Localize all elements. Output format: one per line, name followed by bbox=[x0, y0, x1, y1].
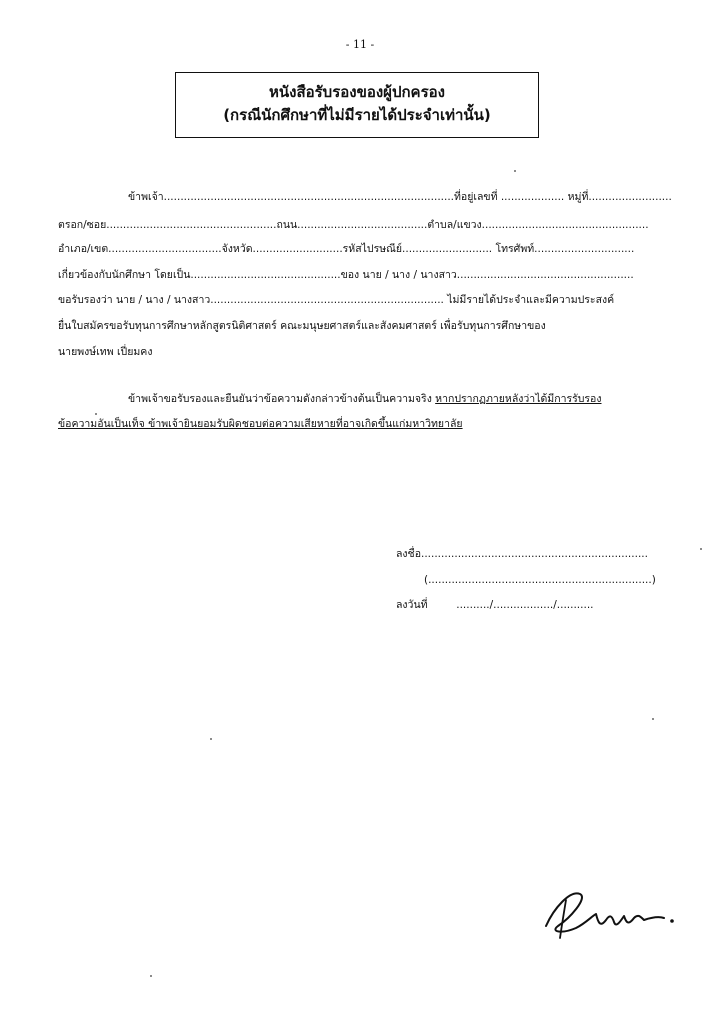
form-line-street: ตรอก/ซอย...................................................ถนน.......................................ตำบล/แขวง.................................................. bbox=[58, 219, 649, 231]
certification-text: ข้าพเจ้าขอรับรองและยืนยันว่าข้อความดังกล่าวข้างต้นเป็นความจริง bbox=[128, 393, 436, 405]
scan-speck bbox=[210, 738, 212, 740]
form-line-district: อำเภอ/เขต..................................จังหวัด...........................รหัสไปรษณีย์........................... โทรศัพท์.............................. bbox=[58, 243, 635, 255]
form-line-apply: ยื่นใบสมัครขอรับทุนการศึกษาหลักสูตรนิติศาสตร์ คณะมนุษยศาสตร์และสังคมศาสตร์ เพื่อรับทุนการศึกษาของ bbox=[58, 320, 546, 332]
form-line-relation: เกี่ยวข้องกับนักศึกษา โดยเป็น.............................................ของ นาย / นาง / นางสาว..................................................... bbox=[58, 269, 634, 281]
signature-line: ลงชื่อ.................................................................... bbox=[396, 548, 648, 560]
form-line-certify: ขอรับรองว่า นาย / นาง / นางสาว...................................................................... ไม่มีรายได้ประจำและมีความประสงค์ bbox=[58, 294, 615, 306]
handwritten-signature bbox=[540, 878, 680, 948]
scan-speck bbox=[652, 718, 654, 720]
form-line-donor: นายพงษ์เทพ เปี่ยมคง bbox=[58, 346, 153, 358]
title-box bbox=[175, 72, 539, 138]
document-title: หนังสือรับรองของผู้ปกครอง bbox=[268, 83, 445, 101]
date-value: ........../................../........... bbox=[456, 599, 594, 611]
certification-line-2: ข้อความอันเป็นเท็จ ข้าพเจ้ายินยอมรับผิดชอบต่อความเสียหายที่อาจเกิดขึ้นแก่มหาวิทยาลัย bbox=[58, 418, 463, 430]
page-number: - 11 - bbox=[345, 38, 375, 51]
form-line-name: ข้าพเจ้า.......................................................................................ที่อยู่เลขที่ ................... หมู่ที่......................... bbox=[128, 191, 672, 203]
scan-speck bbox=[95, 413, 97, 415]
scan-speck bbox=[150, 975, 152, 977]
signature-date-line bbox=[396, 598, 594, 612]
certification-line-1 bbox=[128, 392, 602, 406]
scan-speck bbox=[514, 170, 516, 172]
document-subtitle: (กรณีนักศึกษาที่ไม่มีรายได้ประจำเท่านั้น) bbox=[223, 106, 491, 124]
signature-name-line: (...................................................................) bbox=[424, 574, 656, 586]
date-label: ลงวันที่ bbox=[396, 599, 428, 611]
certification-warning: หากปรากฏภายหลังว่าได้มีการรับรอง bbox=[435, 393, 602, 405]
scan-speck bbox=[700, 548, 702, 550]
